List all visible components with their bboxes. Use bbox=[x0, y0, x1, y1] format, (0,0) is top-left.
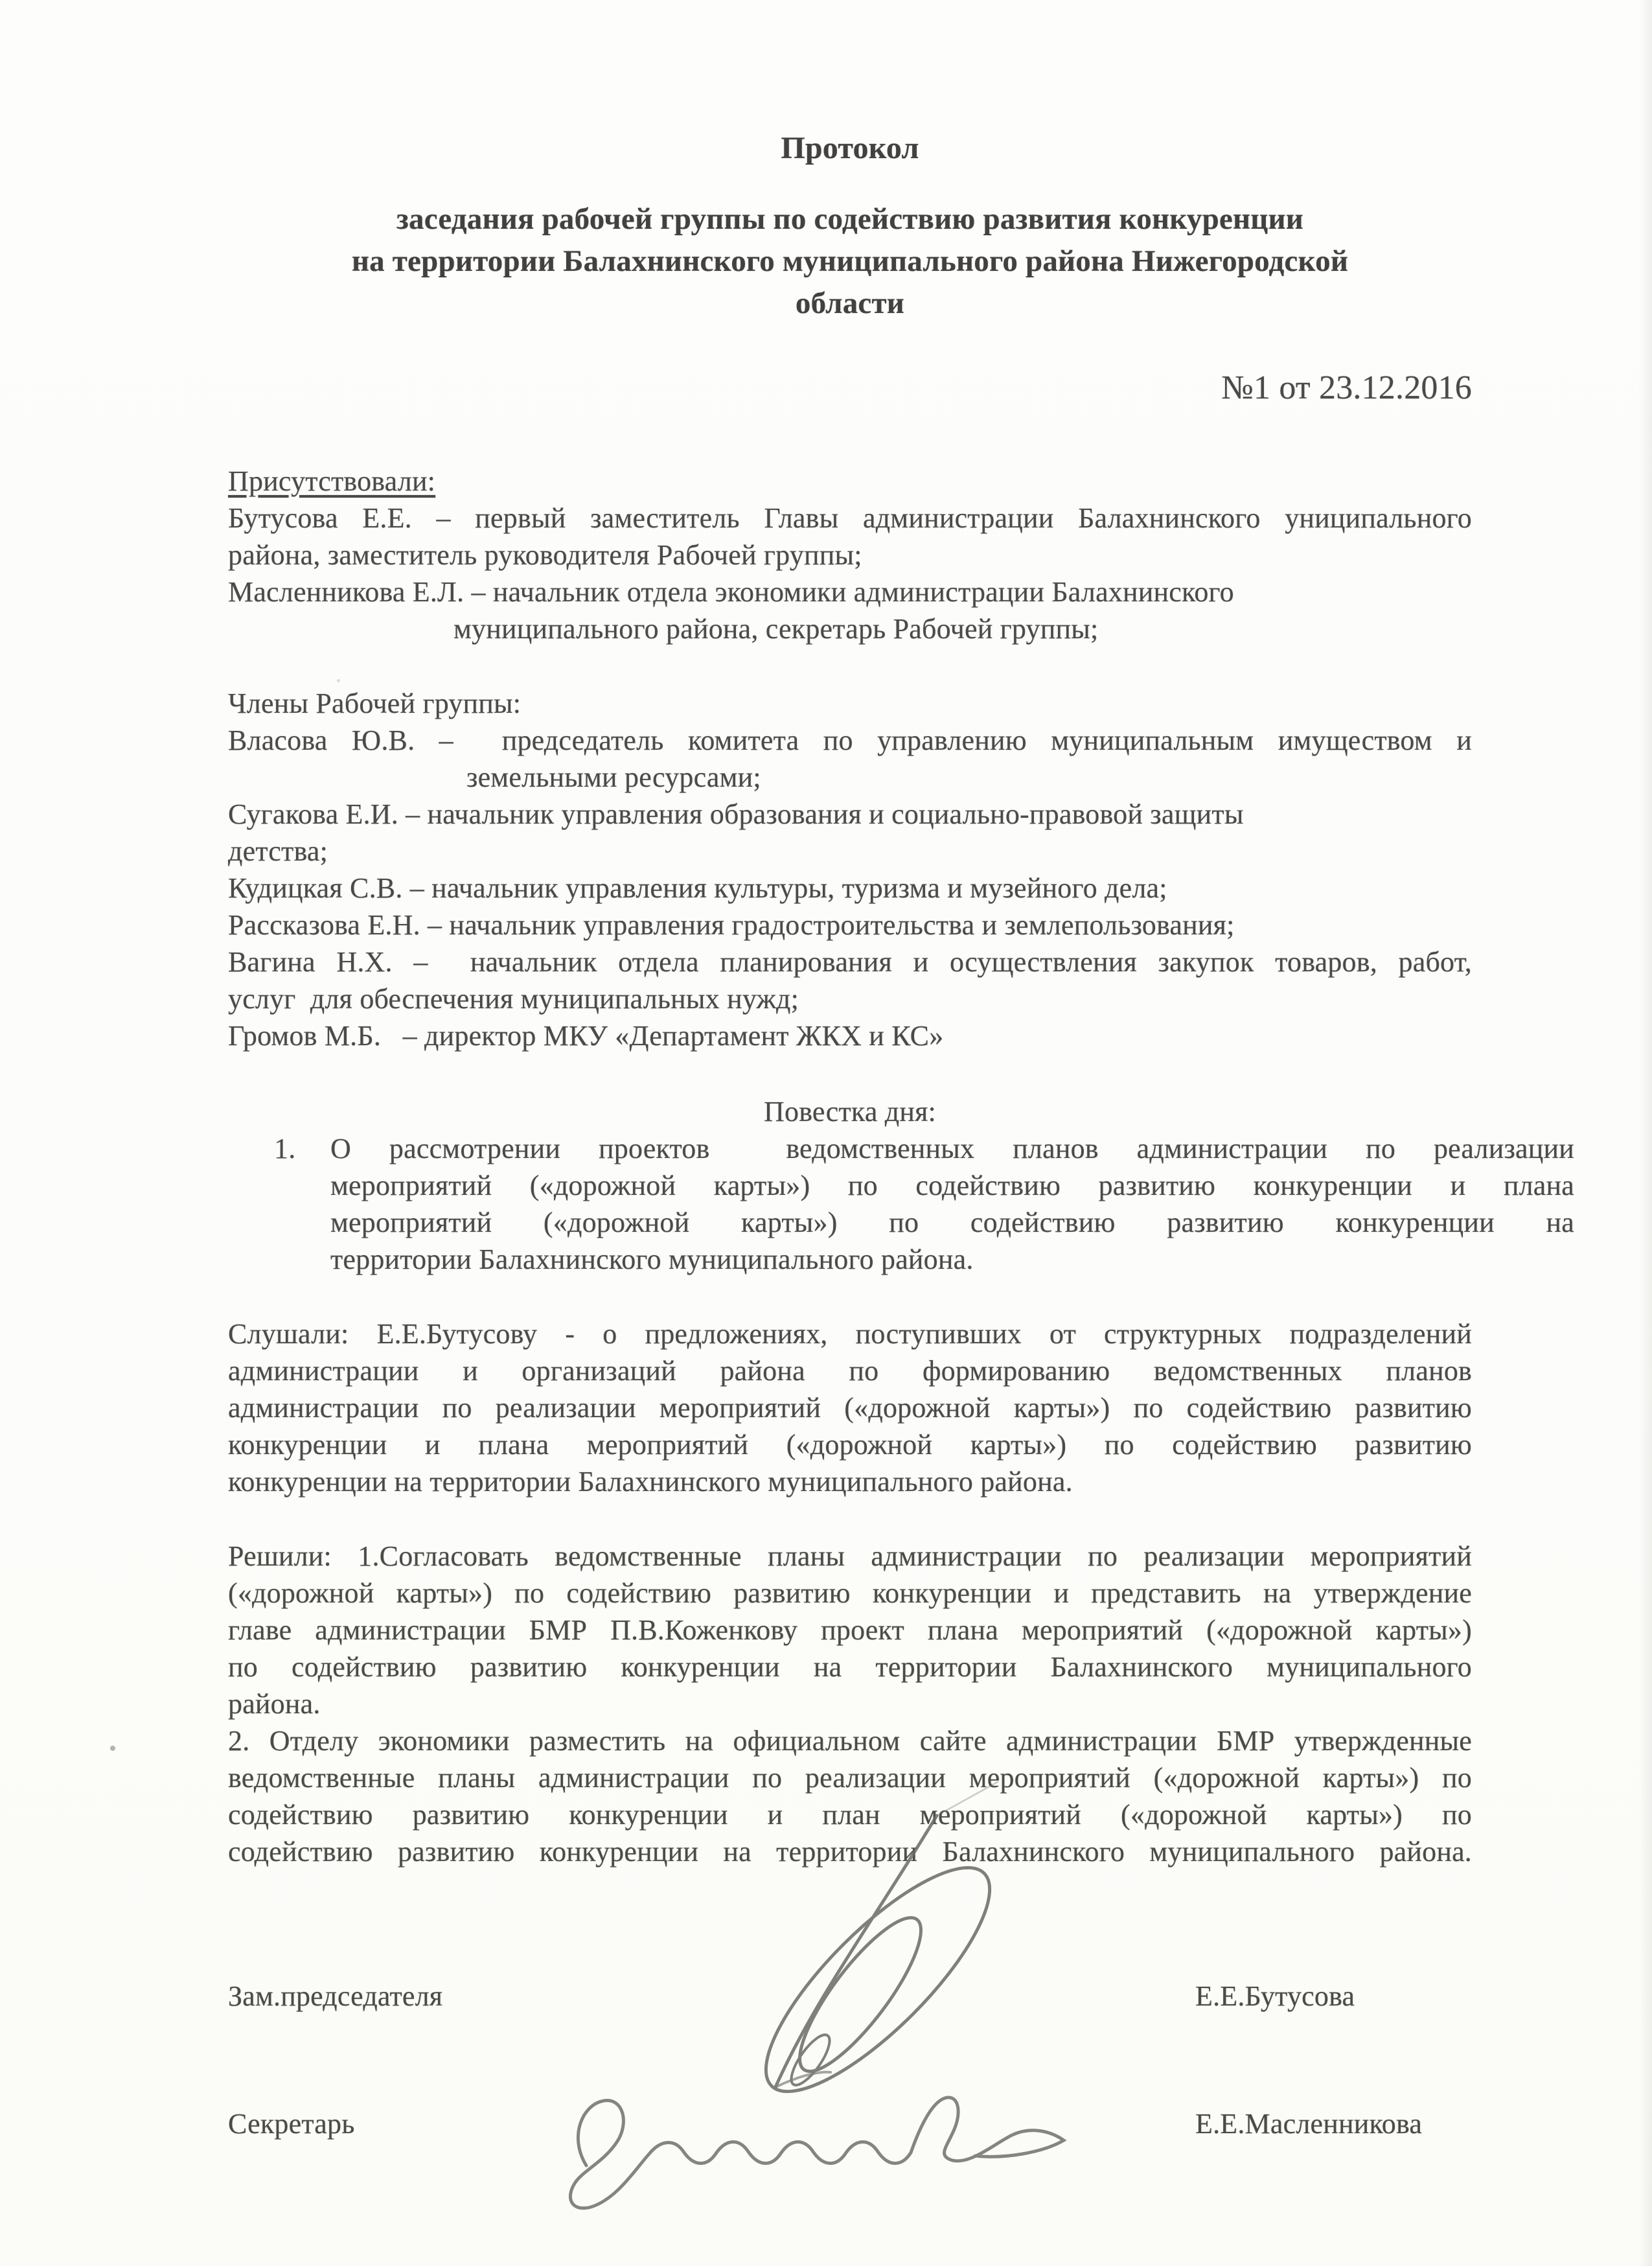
resolved-line: содействию развитию конкуренции и план мероприятий («дорожной карты») по bbox=[228, 1799, 1472, 1831]
subtitle-line: заседания рабочей группы по содействию развития конкуренции bbox=[396, 202, 1304, 236]
resolved-line: по содействию развитию конкуренции на территории Балахнинского муниципального bbox=[228, 1651, 1472, 1683]
member-line: услуг для обеспечения муниципальных нужд; bbox=[228, 983, 799, 1015]
resolved-line: содействию развитию конкуренции на территории Балахнинского муниципального района. bbox=[228, 1836, 1472, 1867]
member-line: Власова Ю.В. – председатель комитета по управлению муниципальным имуществом и bbox=[228, 724, 1472, 756]
member-line: Сугакова Е.И. – начальник управления образования и социально-правовой защиты bbox=[228, 798, 1244, 830]
document-number-date: №1 от 23.12.2016 bbox=[1221, 369, 1472, 406]
heard-line: Слушали: Е.Е.Бутусову - о предложениях, поступивших от структурных подразделений bbox=[228, 1318, 1472, 1350]
scan-edge-shadow bbox=[1639, 0, 1652, 2266]
subtitle-line: на территории Балахнинского муниципального района Нижегородской bbox=[351, 244, 1349, 278]
document-type-title: Протокол bbox=[781, 131, 919, 165]
agenda-item-line: О рассмотрении проектов ведомственных планов администрации по реализации bbox=[330, 1133, 1574, 1164]
resolved-line: главе администрации БМР П.В.Коженкову проект плана мероприятий («дорожной карты») bbox=[228, 1614, 1472, 1646]
heard-line: администрации и организаций района по формированию ведомственных планов bbox=[228, 1355, 1472, 1387]
signature-role: Зам.председателя bbox=[228, 1980, 443, 2012]
member-line: земельными ресурсами; bbox=[466, 761, 761, 793]
attendees-heading-text: Присутствовали: bbox=[228, 465, 436, 497]
agenda-item-line: территории Балахнинского муниципального района. bbox=[330, 1243, 974, 1275]
agenda-item-line: мероприятий («дорожной карты») по содействию развитию конкуренции на bbox=[330, 1207, 1574, 1238]
member-line: Кудицкая С.В. – начальник управления культуры, туризма и музейного дела; bbox=[228, 872, 1167, 904]
agenda-heading: Повестка дня: bbox=[764, 1096, 936, 1127]
agenda-item-line: мероприятий («дорожной карты») по содействию развитию конкуренции и плана bbox=[330, 1170, 1574, 1201]
attendees-list bbox=[228, 500, 1472, 647]
resolved-line: района. bbox=[228, 1688, 321, 1720]
attendee-line: Масленникова Е.Л. – начальник отдела экономики администрации Балахнинского bbox=[228, 576, 1234, 608]
resolved-line: («дорожной карты») по содействию развитию конкуренции и представить на утверждение bbox=[228, 1577, 1472, 1609]
heard-line: конкуренции на территории Балахнинского муниципального района. bbox=[228, 1466, 1073, 1497]
agenda-item-1 bbox=[228, 1130, 1574, 1278]
document-subtitle bbox=[228, 198, 1472, 325]
heard-line: администрации по реализации мероприятий («дорожной карты») по содействию развитию bbox=[228, 1392, 1472, 1424]
members-heading: Члены Рабочей группы: bbox=[228, 688, 522, 719]
attendee-line: района, заместитель руководителя Рабочей группы; bbox=[228, 539, 862, 571]
attendees-heading bbox=[228, 463, 1472, 500]
signature-name: Е.Е.Бутусова bbox=[1195, 1980, 1355, 2012]
scan-speck bbox=[337, 679, 340, 682]
agenda-item-marker: 1. bbox=[274, 1133, 296, 1164]
member-line: Громов М.Б. – директор МКУ «Департамент ЖКХ и КС» bbox=[228, 1020, 944, 1052]
resolved-line: ведомственные планы администрации по реализации мероприятий («дорожной карты») по bbox=[228, 1762, 1472, 1794]
resolved-line: 2. Отделу экономики разместить на официальном сайте администрации БМР утвержденные bbox=[228, 1725, 1472, 1757]
heard-line: конкуренции и плана мероприятий («дорожной карты») по содействию развитию bbox=[228, 1429, 1472, 1461]
attendee-line: Бутусова Е.Е. – первый заместитель Главы администрации Балахнинского униципального bbox=[228, 502, 1472, 534]
member-line: детства; bbox=[228, 835, 328, 867]
resolved-paragraph bbox=[228, 1538, 1472, 1870]
heard-paragraph bbox=[228, 1315, 1472, 1500]
subtitle-line: области bbox=[795, 286, 905, 320]
resolved-line: Решили: 1.Согласовать ведомственные планы администрации по реализации мероприятий bbox=[228, 1540, 1472, 1572]
signature-row bbox=[228, 2105, 1472, 2142]
attendee-line: муниципального района, секретарь Рабочей группы; bbox=[453, 613, 1099, 645]
signature-role: Секретарь bbox=[228, 2108, 355, 2140]
signature-row bbox=[228, 1978, 1472, 2015]
members-list bbox=[228, 722, 1472, 1054]
signature-name: Е.Е.Масленникова bbox=[1195, 2108, 1423, 2140]
member-line: Вагина Н.Х. – начальник отдела планирования и осуществления закупок товаров, работ, bbox=[228, 946, 1472, 978]
scan-speck bbox=[110, 1746, 115, 1751]
member-line: Рассказова Е.Н. – начальник управления градостроительства и землепользования; bbox=[228, 909, 1235, 941]
